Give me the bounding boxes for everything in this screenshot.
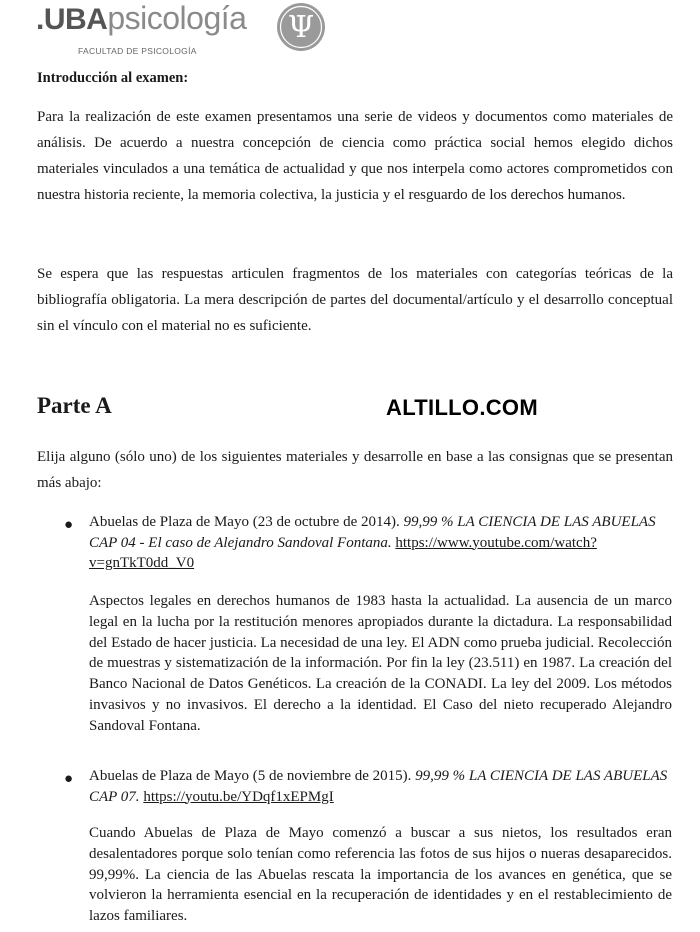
material-1-source: Abuelas de Plaza de Mayo (23 de octubre de 2014). [89, 514, 400, 530]
header [36, 0, 366, 64]
bullet-icon: ● [64, 771, 74, 787]
material-1-description: Aspectos legales en derechos humanos de 1983 hasta la actualidad. La ausencia de un marco legal en la lucha por la restitución menores apropiados durante la dictadura. La responsabilidad del Estado de hacer justicia. La necesidad de una ley. El ADN como prueba judicial. Recolección de muestras y sistematización de la información. Por fin la ley (23.511) en 1987. La creación del Banco Nacional de Datos Genéticos. La creación de la CONADI. La ley del 2009. Los métodos invasivos y no invasivos. El derecho a la identidad. El Caso del nieto recuperado Alejandro Sandoval Fontana. [89, 593, 672, 734]
part-a-instructions: Elija alguno (sólo uno) de los siguientes materiales y desarrolle en base a las consignas que se presentan más abajo: [37, 449, 673, 491]
logo-psicologia-text: psicología [107, 0, 247, 36]
uba-psicologia-logo [36, 2, 246, 35]
intro-title: Introducción al examen: [37, 70, 189, 86]
bullet-icon: ● [64, 517, 74, 533]
material-item-1 [89, 512, 672, 574]
altillo-watermark: ALTILLO.COM [386, 395, 538, 420]
material-1-title: 99,99 % LA CIENCIA DE LAS ABUELAS CAP 04 - El caso de Alejandro Sandoval Fontana. [89, 514, 656, 551]
material-1-link[interactable]: https://www.youtube.com/watch?v=gnTkT0dd_V0 [89, 534, 597, 571]
psi-emblem-icon [276, 2, 326, 52]
material-2-description: Cuando Abuelas de Plaza de Mayo comenzó a buscar a sus nietos, los resultados eran desalentadores porque solo tenían como referencia las fotos de sus hijos o nueras desaparecidos. 99,99%. La ciencia de las Abuelas rescata la importancia de los avances en genética, que se volvieron la herramienta esencial en la recuperación de identidades y en el restablecimiento de lazos familiares. [89, 825, 672, 925]
psi-glyph: Ψ [287, 10, 315, 45]
logo-subtitle: FACULTAD DE PSICOLOGÍA [78, 46, 197, 56]
part-a-heading: Parte A [37, 393, 112, 418]
intro-paragraph-1: Para la realización de este examen presentamos una serie de videos y documentos como materiales de análisis. De acuerdo a nuestra concepción de ciencia como práctica social hemos elegido dichos materiales vinculados a una temática de actualidad y que nos interpela como actores comprometidos con nuestra historia reciente, la memoria colectiva, la justicia y el resguardo de los derechos humanos. [37, 109, 673, 203]
intro-paragraph-2: Se espera que las respuestas articulen fragmentos de los materiales con categorías teóricas de la bibliografía obligatoria. La mera descripción de partes del documental/artículo y el desarrollo conceptual sin el vínculo con el material no es suficiente. [37, 266, 673, 334]
material-2-source: Abuelas de Plaza de Mayo (5 de noviembre de 2015). [89, 768, 412, 784]
material-2-title: 99,99 % LA CIENCIA DE LAS ABUELAS CAP 07. [89, 768, 668, 805]
logo-uba-text: .UBA [36, 3, 108, 36]
material-2-link[interactable]: https://youtu.be/YDqf1xEPMgI [143, 788, 334, 805]
material-item-2 [89, 766, 672, 807]
